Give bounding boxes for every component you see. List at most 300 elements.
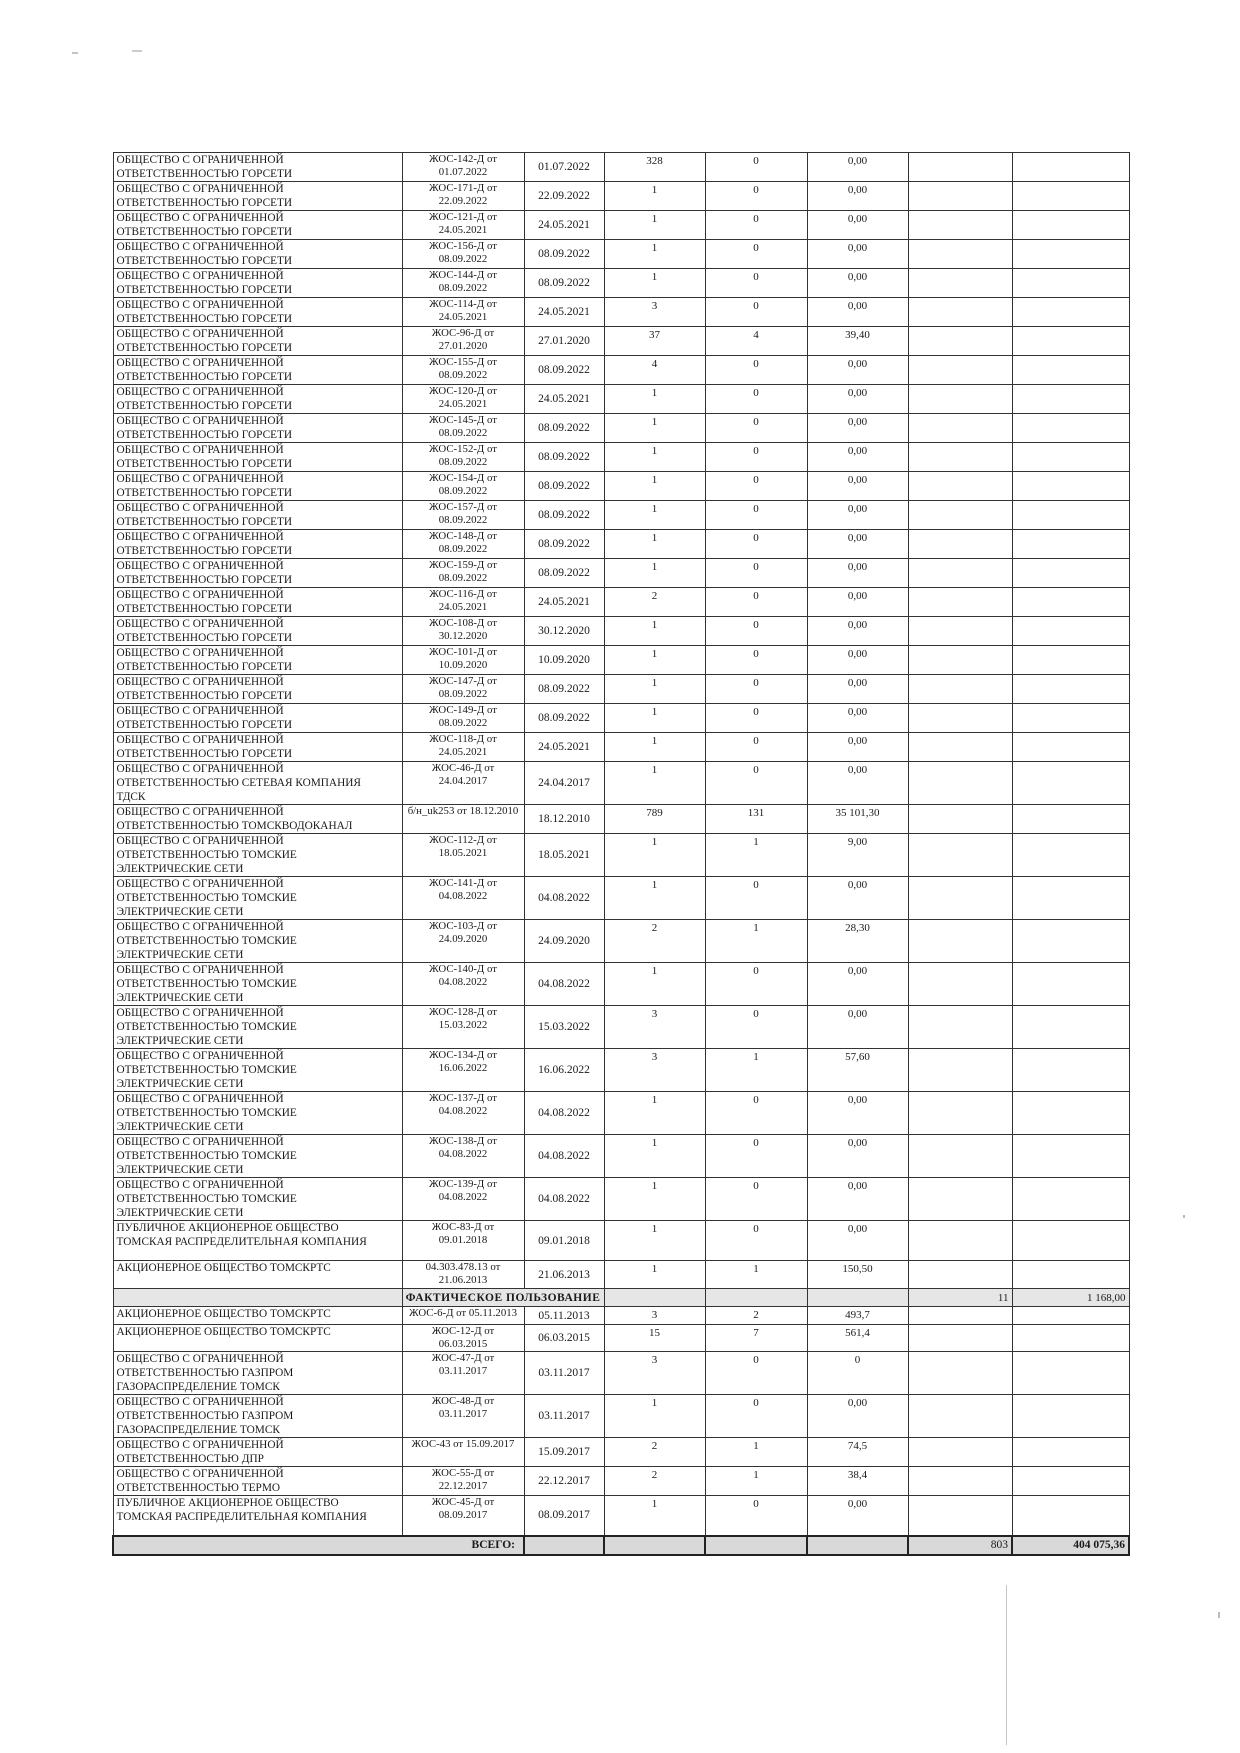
contract-number: ЖОС-114-Д от 24.05.2021 xyxy=(402,298,524,327)
org-name: ОБЩЕСТВО С ОГРАНИЧЕННОЙ ОТВЕТСТВЕННОСТЬЮ ГОРСЕТИ xyxy=(113,414,402,443)
contract-number: ЖОС-101-Д от 10.09.2020 xyxy=(402,646,524,675)
org-name: ОБЩЕСТВО С ОГРАНИЧЕННОЙ ОТВЕТСТВЕННОСТЬЮ ГОРСЕТИ xyxy=(113,182,402,211)
empty-cell xyxy=(908,414,1012,443)
contract-number: ЖОС-157-Д от 08.09.2022 xyxy=(402,501,524,530)
contract-number: ЖОС-48-Д от 03.11.2017 xyxy=(402,1395,524,1438)
empty-cell xyxy=(1012,559,1129,588)
table-row xyxy=(113,269,1129,298)
contract-date: 08.09.2017 xyxy=(524,1496,604,1536)
empty-cell xyxy=(908,298,1012,327)
empty-cell xyxy=(908,1352,1012,1395)
empty-cell xyxy=(1012,182,1129,211)
table-row xyxy=(113,1438,1129,1467)
count-value-2: 0 xyxy=(705,443,807,472)
contract-number: ЖОС-45-Д от 08.09.2017 xyxy=(402,1496,524,1536)
sum-value: 0,00 xyxy=(807,385,908,414)
sum-value: 0,00 xyxy=(807,182,908,211)
org-name: ОБЩЕСТВО С ОГРАНИЧЕННОЙ ОТВЕТСТВЕННОСТЬЮ ТЕРМО xyxy=(113,1467,402,1496)
scan-speck xyxy=(1218,1612,1220,1618)
contract-number: ЖОС-121-Д от 24.05.2021 xyxy=(402,211,524,240)
empty-cell xyxy=(1012,733,1129,762)
count-value-2: 0 xyxy=(705,675,807,704)
empty-cell xyxy=(908,1496,1012,1536)
count-value: 1 xyxy=(604,559,705,588)
count-value: 2 xyxy=(604,1467,705,1496)
empty-cell xyxy=(908,805,1012,834)
empty-cell xyxy=(908,1135,1012,1178)
empty-cell xyxy=(908,834,1012,877)
count-value-2: 0 xyxy=(705,1178,807,1221)
empty-cell xyxy=(1012,269,1129,298)
empty-cell xyxy=(1012,1178,1129,1221)
contract-number: ЖОС-134-Д от 16.06.2022 xyxy=(402,1049,524,1092)
table-row xyxy=(113,675,1129,704)
count-value: 1 xyxy=(604,443,705,472)
contract-number: ЖОС-12-Д от 06.03.2015 xyxy=(402,1325,524,1352)
count-value-2: 0 xyxy=(705,153,807,182)
contract-number: ЖОС-152-Д от 08.09.2022 xyxy=(402,443,524,472)
contract-number: ЖОС-55-Д от 22.12.2017 xyxy=(402,1467,524,1496)
contract-date: 24.05.2021 xyxy=(524,211,604,240)
table-row xyxy=(113,1325,1129,1352)
table-row xyxy=(113,963,1129,1006)
org-name: ОБЩЕСТВО С ОГРАНИЧЕННОЙ ОТВЕТСТВЕННОСТЬЮ ТОМСКИЕ ЭЛЕКТРИЧЕСКИЕ СЕТИ xyxy=(113,834,402,877)
contract-number: ЖОС-108-Д от 30.12.2020 xyxy=(402,617,524,646)
count-value: 2 xyxy=(604,920,705,963)
total-sum: 404 075,36 xyxy=(1012,1536,1129,1555)
sum-value: 0,00 xyxy=(807,1006,908,1049)
count-value: 3 xyxy=(604,1307,705,1325)
sum-value: 0,00 xyxy=(807,762,908,805)
empty-cell xyxy=(908,1307,1012,1325)
count-value: 1 xyxy=(604,963,705,1006)
empty-cell xyxy=(908,356,1012,385)
count-value: 1 xyxy=(604,182,705,211)
table-row xyxy=(113,182,1129,211)
contract-number: 04.303.478.13 от 21.06.2013 xyxy=(402,1261,524,1289)
contract-date: 08.09.2022 xyxy=(524,269,604,298)
count-value-2: 0 xyxy=(705,1352,807,1395)
count-value: 3 xyxy=(604,1006,705,1049)
sum-value: 0,00 xyxy=(807,530,908,559)
contract-date: 09.01.2018 xyxy=(524,1221,604,1261)
contract-date: 08.09.2022 xyxy=(524,501,604,530)
table-row xyxy=(113,240,1129,269)
org-name: АКЦИОНЕРНОЕ ОБЩЕСТВО ТОМСКРТС xyxy=(113,1261,402,1289)
contract-date: 10.09.2020 xyxy=(524,646,604,675)
count-value: 1 xyxy=(604,1221,705,1261)
contract-number: ЖОС-159-Д от 08.09.2022 xyxy=(402,559,524,588)
empty-cell xyxy=(908,269,1012,298)
count-value: 1 xyxy=(604,617,705,646)
org-name: ОБЩЕСТВО С ОГРАНИЧЕННОЙ ОТВЕТСТВЕННОСТЬЮ ГОРСЕТИ xyxy=(113,443,402,472)
contract-date: 08.09.2022 xyxy=(524,240,604,269)
org-name: ОБЩЕСТВО С ОГРАНИЧЕННОЙ ОТВЕТСТВЕННОСТЬЮ ГОРСЕТИ xyxy=(113,704,402,733)
empty-cell xyxy=(908,1325,1012,1352)
sum-value: 561,4 xyxy=(807,1325,908,1352)
contract-date: 15.09.2017 xyxy=(524,1438,604,1467)
contract-date: 04.08.2022 xyxy=(524,963,604,1006)
count-value-2: 0 xyxy=(705,704,807,733)
count-value-2: 0 xyxy=(705,414,807,443)
contract-date: 30.12.2020 xyxy=(524,617,604,646)
count-value: 328 xyxy=(604,153,705,182)
contract-date: 24.05.2021 xyxy=(524,385,604,414)
empty-cell xyxy=(1012,617,1129,646)
org-name: ОБЩЕСТВО С ОГРАНИЧЕННОЙ ОТВЕТСТВЕННОСТЬЮ СЕТЕВАЯ КОМПАНИЯ ТДСК xyxy=(113,762,402,805)
contract-number: б/н_uk253 от 18.12.2010 xyxy=(402,805,524,834)
empty-cell xyxy=(1012,1325,1129,1352)
count-value: 1 xyxy=(604,385,705,414)
table-row xyxy=(113,1496,1129,1536)
register-table xyxy=(112,152,1130,1556)
empty-cell xyxy=(1012,1006,1129,1049)
contract-number: ЖОС-142-Д от 01.07.2022 xyxy=(402,153,524,182)
count-value-2: 0 xyxy=(705,269,807,298)
count-value: 1 xyxy=(604,472,705,501)
sum-value: 0,00 xyxy=(807,501,908,530)
contract-date: 21.06.2013 xyxy=(524,1261,604,1289)
count-value-2: 0 xyxy=(705,963,807,1006)
contract-number: ЖОС-155-Д от 08.09.2022 xyxy=(402,356,524,385)
count-value: 1 xyxy=(604,1395,705,1438)
sum-value: 0,00 xyxy=(807,269,908,298)
org-name: ОБЩЕСТВО С ОГРАНИЧЕННОЙ ОТВЕТСТВЕННОСТЬЮ ГОРСЕТИ xyxy=(113,530,402,559)
org-name: ОБЩЕСТВО С ОГРАНИЧЕННОЙ ОТВЕТСТВЕННОСТЬЮ ТОМСКИЕ ЭЛЕКТРИЧЕСКИЕ СЕТИ xyxy=(113,920,402,963)
table-row xyxy=(113,1092,1129,1135)
count-value-2: 0 xyxy=(705,646,807,675)
sum-value: 57,60 xyxy=(807,1049,908,1092)
count-value-2: 0 xyxy=(705,588,807,617)
count-value: 1 xyxy=(604,762,705,805)
empty-cell xyxy=(1012,762,1129,805)
totals-section xyxy=(113,1536,1129,1555)
section-sum: 1 168,00 xyxy=(1012,1289,1129,1307)
table-row xyxy=(113,1261,1129,1289)
contract-date: 04.08.2022 xyxy=(524,877,604,920)
section-actual-use xyxy=(113,1289,1129,1307)
count-value-2: 0 xyxy=(705,356,807,385)
org-name: ОБЩЕСТВО С ОГРАНИЧЕННОЙ ОТВЕТСТВЕННОСТЬЮ ТОМСКИЕ ЭЛЕКТРИЧЕСКИЕ СЕТИ xyxy=(113,963,402,1006)
sum-value: 0,00 xyxy=(807,298,908,327)
sum-value: 39,40 xyxy=(807,327,908,356)
empty-cell xyxy=(1012,327,1129,356)
org-name: ОБЩЕСТВО С ОГРАНИЧЕННОЙ ОТВЕТСТВЕННОСТЬЮ ГОРСЕТИ xyxy=(113,211,402,240)
org-name: ОБЩЕСТВО С ОГРАНИЧЕННОЙ ОТВЕТСТВЕННОСТЬЮ ГОРСЕТИ xyxy=(113,617,402,646)
table-row xyxy=(113,211,1129,240)
scan-speck xyxy=(72,52,78,54)
table-row xyxy=(113,1049,1129,1092)
empty-cell xyxy=(1012,963,1129,1006)
contract-number: ЖОС-103-Д от 24.09.2020 xyxy=(402,920,524,963)
count-value-2: 0 xyxy=(705,559,807,588)
empty-cell xyxy=(1012,646,1129,675)
count-value: 1 xyxy=(604,269,705,298)
table-row xyxy=(113,762,1129,805)
section-header-row xyxy=(113,1289,1129,1307)
empty-cell xyxy=(908,1438,1012,1467)
sum-value: 0,00 xyxy=(807,963,908,1006)
count-value-2: 1 xyxy=(705,1467,807,1496)
empty-cell xyxy=(908,182,1012,211)
count-value: 2 xyxy=(604,1438,705,1467)
org-name: ОБЩЕСТВО С ОГРАНИЧЕННОЙ ОТВЕТСТВЕННОСТЬЮ ГОРСЕТИ xyxy=(113,298,402,327)
table-row xyxy=(113,704,1129,733)
count-value-2: 1 xyxy=(705,1261,807,1289)
count-value-2: 1 xyxy=(705,1049,807,1092)
contract-date: 08.09.2022 xyxy=(524,356,604,385)
org-name: ПУБЛИЧНОЕ АКЦИОНЕРНОЕ ОБЩЕСТВО ТОМСКАЯ РАСПРЕДЕЛИТЕЛЬНАЯ КОМПАНИЯ xyxy=(113,1496,402,1536)
count-value-2: 0 xyxy=(705,240,807,269)
contracts-section-main xyxy=(113,153,1129,1289)
empty-cell xyxy=(908,153,1012,182)
table-row xyxy=(113,472,1129,501)
contract-number: ЖОС-141-Д от 04.08.2022 xyxy=(402,877,524,920)
table-row xyxy=(113,501,1129,530)
org-name: ОБЩЕСТВО С ОГРАНИЧЕННОЙ ОТВЕТСТВЕННОСТЬЮ ГОРСЕТИ xyxy=(113,269,402,298)
contract-number: ЖОС-154-Д от 08.09.2022 xyxy=(402,472,524,501)
contract-date: 15.03.2022 xyxy=(524,1006,604,1049)
count-value-2: 2 xyxy=(705,1307,807,1325)
empty-cell xyxy=(908,675,1012,704)
contract-number: ЖОС-47-Д от 03.11.2017 xyxy=(402,1352,524,1395)
table-row xyxy=(113,385,1129,414)
sum-value: 0,00 xyxy=(807,240,908,269)
sum-value: 0,00 xyxy=(807,1221,908,1261)
count-value-2: 131 xyxy=(705,805,807,834)
org-name: ОБЩЕСТВО С ОГРАНИЧЕННОЙ ОТВЕТСТВЕННОСТЬЮ ТОМСКИЕ ЭЛЕКТРИЧЕСКИЕ СЕТИ xyxy=(113,1178,402,1221)
empty-cell xyxy=(1012,153,1129,182)
empty-cell xyxy=(908,472,1012,501)
sum-value: 0,00 xyxy=(807,877,908,920)
count-value-2: 0 xyxy=(705,530,807,559)
count-value: 789 xyxy=(604,805,705,834)
contract-number: ЖОС-120-Д от 24.05.2021 xyxy=(402,385,524,414)
sum-value: 38,4 xyxy=(807,1467,908,1496)
contract-date: 24.05.2021 xyxy=(524,733,604,762)
org-name: ОБЩЕСТВО С ОГРАНИЧЕННОЙ ОТВЕТСТВЕННОСТЬЮ ГОРСЕТИ xyxy=(113,646,402,675)
empty-cell xyxy=(908,1261,1012,1289)
org-name: ОБЩЕСТВО С ОГРАНИЧЕННОЙ ОТВЕТСТВЕННОСТЬЮ ГОРСЕТИ xyxy=(113,153,402,182)
contract-number: ЖОС-43 от 15.09.2017 xyxy=(402,1438,524,1467)
table-row xyxy=(113,1006,1129,1049)
contract-date: 24.05.2021 xyxy=(524,298,604,327)
empty-cell xyxy=(908,211,1012,240)
total-row xyxy=(113,1536,1129,1555)
table-row xyxy=(113,559,1129,588)
scan-line xyxy=(1006,1585,1007,1745)
table-row xyxy=(113,530,1129,559)
empty-cell xyxy=(1012,1307,1129,1325)
count-value: 1 xyxy=(604,1092,705,1135)
count-value-2: 0 xyxy=(705,182,807,211)
org-name: ОБЩЕСТВО С ОГРАНИЧЕННОЙ ОТВЕТСТВЕННОСТЬЮ ГОРСЕТИ xyxy=(113,385,402,414)
count-value: 1 xyxy=(604,675,705,704)
empty-cell xyxy=(1012,805,1129,834)
contract-number: ЖОС-138-Д от 04.08.2022 xyxy=(402,1135,524,1178)
sum-value: 0,00 xyxy=(807,443,908,472)
org-name: ОБЩЕСТВО С ОГРАНИЧЕННОЙ ОТВЕТСТВЕННОСТЬЮ ГОРСЕТИ xyxy=(113,327,402,356)
empty-cell xyxy=(908,1006,1012,1049)
contract-date: 18.05.2021 xyxy=(524,834,604,877)
count-value: 1 xyxy=(604,877,705,920)
sum-value: 0,00 xyxy=(807,1135,908,1178)
empty-cell xyxy=(908,733,1012,762)
sum-value: 74,5 xyxy=(807,1438,908,1467)
empty-cell xyxy=(1012,298,1129,327)
empty-cell xyxy=(1012,1352,1129,1395)
contract-date: 18.12.2010 xyxy=(524,805,604,834)
sum-value: 0,00 xyxy=(807,704,908,733)
table-row xyxy=(113,646,1129,675)
sum-value: 0,00 xyxy=(807,211,908,240)
org-name: ОБЩЕСТВО С ОГРАНИЧЕННОЙ ОТВЕТСТВЕННОСТЬЮ ТОМСКИЕ ЭЛЕКТРИЧЕСКИЕ СЕТИ xyxy=(113,877,402,920)
count-value-2: 0 xyxy=(705,1006,807,1049)
contract-number: ЖОС-96-Д от 27.01.2020 xyxy=(402,327,524,356)
empty-cell xyxy=(1012,1135,1129,1178)
empty-cell xyxy=(1012,1467,1129,1496)
contract-date: 24.04.2017 xyxy=(524,762,604,805)
empty-cell xyxy=(1012,704,1129,733)
sum-value: 0,00 xyxy=(807,1092,908,1135)
contract-number: ЖОС-171-Д от 22.09.2022 xyxy=(402,182,524,211)
empty-cell xyxy=(1012,385,1129,414)
empty-cell xyxy=(1012,1092,1129,1135)
contract-date: 03.11.2017 xyxy=(524,1352,604,1395)
empty-cell xyxy=(1012,240,1129,269)
contract-number: ЖОС-139-Д от 04.08.2022 xyxy=(402,1178,524,1221)
contract-date: 24.05.2021 xyxy=(524,588,604,617)
contract-number: ЖОС-147-Д от 08.09.2022 xyxy=(402,675,524,704)
org-name: ОБЩЕСТВО С ОГРАНИЧЕННОЙ ОТВЕТСТВЕННОСТЬЮ ГАЗПРОМ ГАЗОРАСПРЕДЕЛЕНИЕ ТОМСК xyxy=(113,1352,402,1395)
contract-date: 04.08.2022 xyxy=(524,1178,604,1221)
org-name: ОБЩЕСТВО С ОГРАНИЧЕННОЙ ОТВЕТСТВЕННОСТЬЮ ТОМСКИЕ ЭЛЕКТРИЧЕСКИЕ СЕТИ xyxy=(113,1049,402,1092)
count-value: 1 xyxy=(604,530,705,559)
scan-speck xyxy=(132,50,142,52)
empty-cell xyxy=(908,1178,1012,1221)
sum-value: 0,00 xyxy=(807,356,908,385)
count-value: 1 xyxy=(604,414,705,443)
count-value: 37 xyxy=(604,327,705,356)
sum-value: 9,00 xyxy=(807,834,908,877)
table-row xyxy=(113,1467,1129,1496)
empty-cell xyxy=(908,530,1012,559)
contract-date: 16.06.2022 xyxy=(524,1049,604,1092)
count-value: 1 xyxy=(604,240,705,269)
table-row xyxy=(113,834,1129,877)
total-label: ВСЕГО: xyxy=(113,1536,524,1555)
org-name: ОБЩЕСТВО С ОГРАНИЧЕННОЙ ОТВЕТСТВЕННОСТЬЮ ДПР xyxy=(113,1438,402,1467)
contract-date: 22.12.2017 xyxy=(524,1467,604,1496)
empty-cell xyxy=(908,1395,1012,1438)
empty-cell xyxy=(1012,1261,1129,1289)
empty-cell xyxy=(908,646,1012,675)
count-value: 1 xyxy=(604,834,705,877)
empty-cell xyxy=(908,240,1012,269)
contract-number: ЖОС-156-Д от 08.09.2022 xyxy=(402,240,524,269)
count-value-2: 0 xyxy=(705,1092,807,1135)
count-value-2: 1 xyxy=(705,920,807,963)
sum-value: 0,00 xyxy=(807,559,908,588)
contract-date: 08.09.2022 xyxy=(524,472,604,501)
count-value: 1 xyxy=(604,1178,705,1221)
count-value: 1 xyxy=(604,501,705,530)
table-row xyxy=(113,1135,1129,1178)
count-value: 1 xyxy=(604,646,705,675)
sum-value: 0,00 xyxy=(807,617,908,646)
contract-number: ЖОС-148-Д от 08.09.2022 xyxy=(402,530,524,559)
contract-date: 08.09.2022 xyxy=(524,530,604,559)
table-row xyxy=(113,443,1129,472)
count-value: 4 xyxy=(604,356,705,385)
empty-cell xyxy=(908,501,1012,530)
empty-cell xyxy=(1012,443,1129,472)
contract-date: 04.08.2022 xyxy=(524,1092,604,1135)
sum-value: 0 xyxy=(807,1352,908,1395)
count-value: 3 xyxy=(604,298,705,327)
org-name: АКЦИОНЕРНОЕ ОБЩЕСТВО ТОМСКРТС xyxy=(113,1325,402,1352)
org-name: ОБЩЕСТВО С ОГРАНИЧЕННОЙ ОТВЕТСТВЕННОСТЬЮ ГОРСЕТИ xyxy=(113,675,402,704)
count-value-2: 0 xyxy=(705,762,807,805)
count-value-2: 0 xyxy=(705,211,807,240)
contract-number: ЖОС-6-Д от 05.11.2013 xyxy=(402,1307,524,1325)
table-row xyxy=(113,877,1129,920)
count-value: 3 xyxy=(604,1049,705,1092)
contract-number: ЖОС-118-Д от 24.05.2021 xyxy=(402,733,524,762)
contract-date: 01.07.2022 xyxy=(524,153,604,182)
empty-cell xyxy=(1012,501,1129,530)
sum-value: 0,00 xyxy=(807,1178,908,1221)
count-value-2: 0 xyxy=(705,617,807,646)
empty-cell xyxy=(908,920,1012,963)
empty-cell xyxy=(908,559,1012,588)
count-value-2: 0 xyxy=(705,1221,807,1261)
org-name: АКЦИОНЕРНОЕ ОБЩЕСТВО ТОМСКРТС xyxy=(113,1307,402,1325)
count-value-2: 0 xyxy=(705,472,807,501)
contract-date: 08.09.2022 xyxy=(524,559,604,588)
sum-value: 0,00 xyxy=(807,472,908,501)
count-value-2: 0 xyxy=(705,1135,807,1178)
empty-cell xyxy=(1012,877,1129,920)
sum-value: 0,00 xyxy=(807,733,908,762)
empty-cell xyxy=(1012,588,1129,617)
empty-cell xyxy=(908,1221,1012,1261)
org-name: ОБЩЕСТВО С ОГРАНИЧЕННОЙ ОТВЕТСТВЕННОСТЬЮ ГОРСЕТИ xyxy=(113,559,402,588)
table-row xyxy=(113,1178,1129,1221)
sum-value: 28,30 xyxy=(807,920,908,963)
sum-value: 0,00 xyxy=(807,675,908,704)
contract-number: ЖОС-140-Д от 04.08.2022 xyxy=(402,963,524,1006)
empty-cell xyxy=(908,1049,1012,1092)
contract-number: ЖОС-149-Д от 08.09.2022 xyxy=(402,704,524,733)
table-row xyxy=(113,1352,1129,1395)
empty-cell xyxy=(1012,834,1129,877)
count-value-2: 1 xyxy=(705,1438,807,1467)
empty-cell xyxy=(908,617,1012,646)
contract-number: ЖОС-112-Д от 18.05.2021 xyxy=(402,834,524,877)
empty-cell xyxy=(1012,211,1129,240)
empty-cell xyxy=(908,704,1012,733)
table-row xyxy=(113,1395,1129,1438)
table-row xyxy=(113,414,1129,443)
section-header-blank xyxy=(113,1289,402,1307)
contract-date: 08.09.2022 xyxy=(524,443,604,472)
empty-cell xyxy=(908,385,1012,414)
count-value: 3 xyxy=(604,1352,705,1395)
count-value: 1 xyxy=(604,1135,705,1178)
contract-number: ЖОС-83-Д от 09.01.2018 xyxy=(402,1221,524,1261)
count-value-2: 7 xyxy=(705,1325,807,1352)
